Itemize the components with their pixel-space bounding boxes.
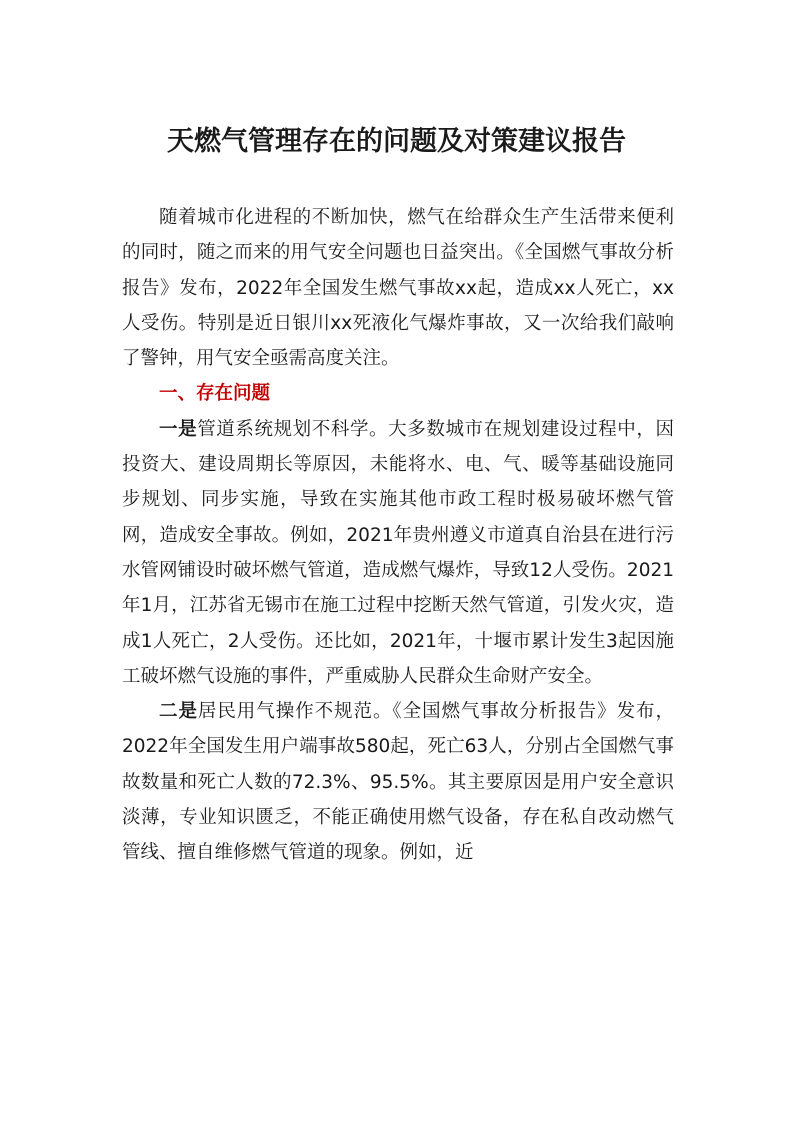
problem-paragraph-1 [122, 412, 674, 694]
document-body [122, 200, 674, 871]
intro-paragraph: 随着城市化进程的不断加快，燃气在给群众生产生活带来便利的同时，随之而来的用气安全问题也日益突出。《全国燃气事故分析报告》发布，2022年全国发生燃气事故xx起，造成xx人死亡，xx人受伤。特别是近日银川xx死液化气爆炸事故，又一次给我们敲响了警钟，用气安全亟需高度关注。 [122, 207, 674, 370]
problem-2-lead: 二是 [159, 701, 198, 723]
problem-paragraph-2 [122, 694, 674, 870]
problem-1-lead: 一是 [159, 418, 198, 440]
section-heading-problems: 一、存在问题 [159, 383, 271, 405]
document-title: 天燃气管理存在的问题及对策建议报告 [167, 126, 626, 157]
problem-1-text: 管道系统规划不科学。大多数城市在规划建设过程中，因投资大、建设周期长等原因，未能将水、电、气、暖等基础设施同步规划、同步实施，导致在实施其他市政工程时极易破坏燃气管网，造成安全事故。例如，2021年贵州遵义市道真自治县在进行污水管网铺设时破坏燃气管道，造成燃气爆炸，导致12人受伤。2021年1月，江苏省无锡市在施工过程中挖断天然气管道，引发火灾，造成1人死亡，2人受伤。还比如，2021年，十堰市累计发生3起因施工破坏燃气设施的事件，严重威胁人民群众生命财产安全。 [122, 418, 674, 687]
problem-2-text: 居民用气操作不规范。《全国燃气事故分析报告》发布，2022年全国发生用户端事故580起，死亡63人，分别占全国燃气事故数量和死亡人数的72.3%、95.5%。其主要原因是用户安全意识淡薄，专业知识匮乏，不能正确使用燃气设备，存在私自改动燃气管线、擅自维修燃气管道的现象。例如，近 [122, 701, 674, 864]
